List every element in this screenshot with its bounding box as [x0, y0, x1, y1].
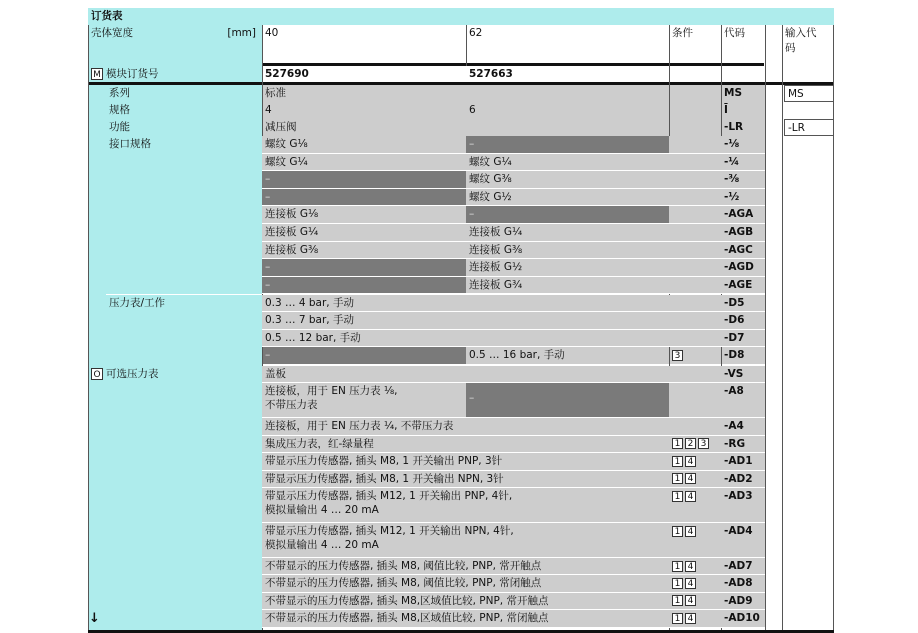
- option-code: -AD3: [721, 488, 765, 523]
- port-62-cell: 螺纹 G¼: [466, 154, 669, 172]
- option-62-cell: –: [466, 383, 669, 418]
- series-code: MS: [721, 85, 765, 102]
- pressure-code: -D7: [721, 330, 765, 347]
- function-label: 功能: [106, 119, 262, 136]
- port-code: -¼: [721, 154, 765, 172]
- option-cond-cell: [669, 418, 721, 435]
- port-40-cell: 连接板 G¼: [262, 224, 466, 242]
- port-40-cell: –: [262, 259, 466, 277]
- port-cond-cell: [669, 171, 721, 189]
- port-62-cell: 连接板 G¼: [466, 224, 669, 242]
- part-number-40: 527690: [262, 66, 466, 84]
- function-input[interactable]: -LR: [784, 119, 834, 136]
- option-code: -RG: [721, 436, 765, 453]
- port-62-cell: –: [466, 136, 669, 154]
- option-code: -AD10: [721, 610, 765, 627]
- continue-arrow-icon: ↓: [89, 612, 100, 626]
- pressure-label: 压力表/工作: [106, 295, 262, 373]
- port-code: -AGD: [721, 259, 765, 277]
- option-code: -AD7: [721, 558, 765, 575]
- pressure-value: 0.3 … 7 bar, 手动: [262, 312, 669, 329]
- port-62-cell: –: [466, 206, 669, 224]
- port-code: -⅜: [721, 171, 765, 189]
- mandatory-badge: M: [91, 68, 103, 80]
- option-cond-cell: 1 4: [669, 453, 721, 470]
- option-description: 连接板，用于 EN 压力表 ¼, 不带压力表: [262, 418, 669, 435]
- options-label: O 可选压力表: [88, 366, 262, 384]
- port-code: -AGE: [721, 277, 765, 295]
- option-cond-cell: 1 4: [669, 488, 721, 523]
- option-description: 带显示压力传感器, 插头 M8, 1 开关输出 NPN, 3针: [262, 471, 669, 488]
- port-code: -AGB: [721, 224, 765, 242]
- option-cond-cell: 1 4: [669, 471, 721, 488]
- condition-header: 条件: [669, 25, 720, 68]
- part-number-62: 527663: [466, 66, 669, 84]
- option-description: 不带显示的压力传感器, 插头 M8, 阈值比较, PNP, 常闭触点: [262, 575, 669, 592]
- option-cond-cell: 1 4: [669, 558, 721, 575]
- option-cond-cell: [669, 383, 721, 418]
- series-value: 标准: [262, 85, 669, 102]
- option-cond-cell: 1 4: [669, 593, 721, 610]
- option-cond-cell: 1 2 3: [669, 436, 721, 453]
- option-description: 盖板: [262, 366, 669, 383]
- spec-code: Ī: [721, 102, 765, 119]
- spec-label: 规格: [106, 102, 262, 119]
- port-40-cell: 连接板 G⅜: [262, 242, 466, 260]
- port-code: -AGC: [721, 242, 765, 260]
- option-cond-cell: 1 4: [669, 610, 721, 627]
- port-code: -½: [721, 189, 765, 207]
- port-62-cell: 连接板 G⅜: [466, 242, 669, 260]
- pressure-code: -D6: [721, 312, 765, 329]
- width-40: 40: [262, 25, 466, 68]
- port-cond-cell: [669, 259, 721, 277]
- port-40-cell: 螺纹 G⅛: [262, 136, 466, 154]
- function-value: 减压阀: [262, 119, 669, 136]
- port-cond-cell: [669, 154, 721, 172]
- port-cond-cell: [669, 189, 721, 207]
- port-40-cell: –: [262, 277, 466, 295]
- spec-40: 4: [262, 102, 466, 119]
- option-code: -A4: [721, 418, 765, 435]
- port-40-cell: –: [262, 189, 466, 207]
- option-description: 不带显示的压力传感器, 插头 M8,区域值比较, PNP, 常开触点: [262, 593, 669, 610]
- option-code: -VS: [721, 366, 765, 383]
- code-header: 代码: [721, 25, 765, 68]
- port-cond-cell: [669, 277, 721, 295]
- port-code: -AGA: [721, 206, 765, 224]
- option-code: -AD4: [721, 523, 765, 558]
- option-code: -AD9: [721, 593, 765, 610]
- port-40-cell: 连接板 G⅛: [262, 206, 466, 224]
- option-code: -AD8: [721, 575, 765, 592]
- order-table: [88, 8, 834, 633]
- port-40-cell: 螺纹 G¼: [262, 154, 466, 172]
- pressure-value: 0.3 … 4 bar, 手动: [262, 295, 669, 312]
- port-cond-cell: [669, 242, 721, 260]
- option-cond-cell: [669, 366, 721, 383]
- pressure-last-a: –: [262, 347, 466, 364]
- pressure-cond-cell: [669, 312, 721, 329]
- function-code: -LR: [721, 119, 765, 136]
- pressure-code: -D5: [721, 295, 765, 312]
- pressure-value: 0.5 … 12 bar, 手动: [262, 330, 669, 347]
- unit-label: [mm]: [227, 27, 256, 39]
- option-description: 带显示压力传感器, 插头 M12, 1 开关输出 NPN, 4针, 模拟量输出 4 … 20 mA: [262, 523, 669, 558]
- port-62-cell: 螺纹 G⅜: [466, 171, 669, 189]
- option-description: 不带显示的压力传感器, 插头 M8,区域值比较, PNP, 常闭触点: [262, 610, 669, 627]
- spec-62: 6: [466, 102, 669, 119]
- table-title: 订货表: [88, 8, 834, 25]
- optional-badge: O: [91, 368, 103, 380]
- option-code: -AD1: [721, 453, 765, 470]
- pressure-last-b: 0.5 … 16 bar, 手动: [466, 347, 669, 364]
- pressure-last-cond: 3: [669, 347, 721, 364]
- option-description: 带显示压力传感器, 插头 M12, 1 开关输出 PNP, 4针, 模拟量输出 4 … 20 mA: [262, 488, 669, 523]
- width-62: 62: [466, 25, 669, 68]
- pressure-last-code: -D8: [721, 347, 765, 364]
- option-cond-cell: 1 4: [669, 523, 721, 558]
- option-description: 集成压力表，红-绿量程: [262, 436, 669, 453]
- option-cond-cell: 1 4: [669, 575, 721, 592]
- port-cond-cell: [669, 224, 721, 242]
- port-cond-cell: [669, 206, 721, 224]
- input-code-header: 输入代 码: [782, 25, 834, 68]
- option-code: -AD2: [721, 471, 765, 488]
- port-label: 接口规格: [106, 136, 262, 294]
- header-width-label: [88, 25, 262, 68]
- port-62-cell: 螺纹 G½: [466, 189, 669, 207]
- port-40-cell: –: [262, 171, 466, 189]
- housing-width-label: 壳体宽度: [91, 27, 133, 39]
- port-62-cell: 连接板 G¾: [466, 277, 669, 295]
- port-code: -⅛: [721, 136, 765, 154]
- option-description: 连接板，用于 EN 压力表 ⅛, 不带压力表: [262, 383, 466, 418]
- series-label: 系列: [106, 85, 262, 102]
- option-description: 不带显示的压力传感器, 插头 M8, 阈值比较, PNP, 常开触点: [262, 558, 669, 575]
- module-row-label: M 模块订货号: [88, 66, 262, 84]
- pressure-cond-cell: [669, 330, 721, 347]
- option-description: 带显示压力传感器, 插头 M8, 1 开关输出 PNP, 3针: [262, 453, 669, 470]
- port-cond-cell: [669, 136, 721, 154]
- series-input[interactable]: MS: [784, 85, 834, 102]
- option-code: -A8: [721, 383, 765, 418]
- pressure-cond-cell: [669, 295, 721, 312]
- port-62-cell: 连接板 G½: [466, 259, 669, 277]
